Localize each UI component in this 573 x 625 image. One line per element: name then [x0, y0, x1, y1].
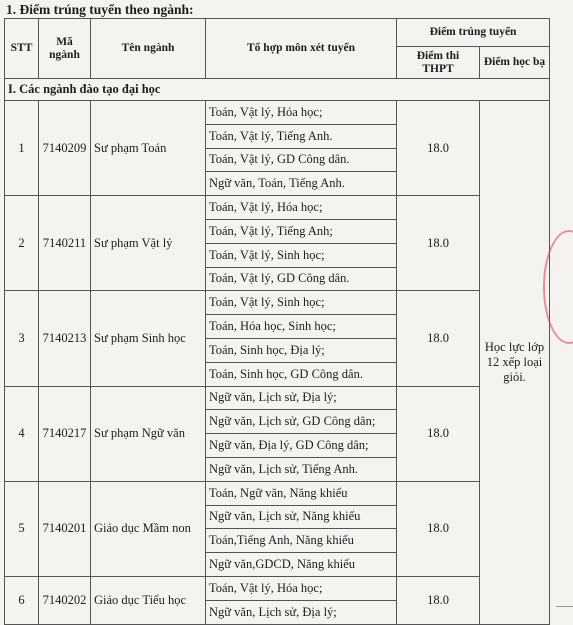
subject-combination: Ngữ văn, Lịch sử, Địa lý; [206, 386, 397, 410]
table-row [5, 481, 550, 505]
header-admission-score: Điểm trúng tuyển [397, 19, 550, 47]
subject-combination: Ngữ văn, Lịch sử, Tiếng Anh. [206, 457, 397, 481]
section-heading: 1. Điểm trúng tuyển theo ngành: [6, 2, 194, 17]
subject-combination: Toán, Vật lý, Hóa học; [206, 576, 397, 600]
table-row [5, 291, 550, 315]
row-major-code: 7140202 [39, 576, 91, 624]
subject-combination: Toán, Vật lý, Sinh học; [206, 243, 397, 267]
row-stt: 1 [5, 101, 39, 196]
table-row [5, 196, 550, 220]
row-stt: 6 [5, 576, 39, 624]
table-row [5, 101, 550, 125]
row-major-name: Sư phạm Vật lý [91, 196, 206, 291]
row-major-name: Giáo dục Mầm non [91, 481, 206, 576]
admission-score-table [4, 18, 550, 625]
subject-combination: Toán, Hóa học, Sinh học; [206, 315, 397, 339]
subject-combination: Toán, Ngữ văn, Năng khiếu [206, 481, 397, 505]
header-thpt-score: Điểm thi THPT [397, 47, 480, 79]
subject-combination: Ngữ văn, Lịch sử, Năng khiếu [206, 505, 397, 529]
row-stt: 4 [5, 386, 39, 481]
subject-combination: Toán, Vật lý, Tiếng Anh; [206, 219, 397, 243]
subject-combination: Toán, Vật lý, GD Công dân. [206, 267, 397, 291]
subject-combination: Ngữ văn, Lịch sử, GD Công dân; [206, 410, 397, 434]
hocba-requirement: Học lực lớp 12 xếp loại giỏi. [480, 101, 550, 625]
header-stt: STT [5, 19, 39, 79]
row-major-name: Giáo dục Tiểu học [91, 576, 206, 624]
row-thpt-score: 18.0 [397, 576, 480, 624]
row-stt: 2 [5, 196, 39, 291]
row-thpt-score: 18.0 [397, 101, 480, 196]
row-stt: 5 [5, 481, 39, 576]
subject-combination: Toán, Vật lý, GD Công dân. [206, 148, 397, 172]
page-edge-line [556, 606, 573, 607]
table-row [5, 576, 550, 600]
subject-combination: Toán,Tiếng Anh, Năng khiếu [206, 529, 397, 553]
row-thpt-score: 18.0 [397, 291, 480, 386]
subject-combination: Toán, Vật lý, Tiếng Anh. [206, 124, 397, 148]
row-major-name: Sư phạm Ngữ văn [91, 386, 206, 481]
subject-combination: Toán, Vật lý, Hóa học; [206, 196, 397, 220]
subject-combination: Ngữ văn, Địa lý, GD Công dân; [206, 434, 397, 458]
subject-combination: Toán, Sinh học, GD Công dân. [206, 362, 397, 386]
row-stt: 3 [5, 291, 39, 386]
row-major-name: Sư phạm Toán [91, 101, 206, 196]
row-thpt-score: 18.0 [397, 196, 480, 291]
row-major-code: 7140217 [39, 386, 91, 481]
subject-combination: Toán, Vật lý, Hóa học; [206, 101, 397, 125]
subject-combination: Toán, Vật lý, Sinh học; [206, 291, 397, 315]
row-major-code: 7140201 [39, 481, 91, 576]
header-major-code: Mã ngành [39, 19, 91, 79]
subject-combination: Toán, Sinh học, Địa lý; [206, 338, 397, 362]
row-thpt-score: 18.0 [397, 386, 480, 481]
table-row [5, 386, 550, 410]
header-major-name: Tên ngành [91, 19, 206, 79]
header-subject-combination: Tổ hợp môn xét tuyển [206, 19, 397, 79]
header-hocba-score: Điểm học bạ [480, 47, 550, 79]
row-thpt-score: 18.0 [397, 481, 480, 576]
subject-combination: Ngữ văn,GDCD, Năng khiếu [206, 553, 397, 577]
row-major-code: 7140211 [39, 196, 91, 291]
row-major-name: Sư phạm Sinh học [91, 291, 206, 386]
subject-combination: Ngữ văn, Lịch sử, Địa lý; [206, 600, 397, 624]
section-row-university: I. Các ngành đào tạo đại học [5, 79, 550, 101]
subject-combination: Ngữ văn, Toán, Tiếng Anh. [206, 172, 397, 196]
row-major-code: 7140213 [39, 291, 91, 386]
row-major-code: 7140209 [39, 101, 91, 196]
